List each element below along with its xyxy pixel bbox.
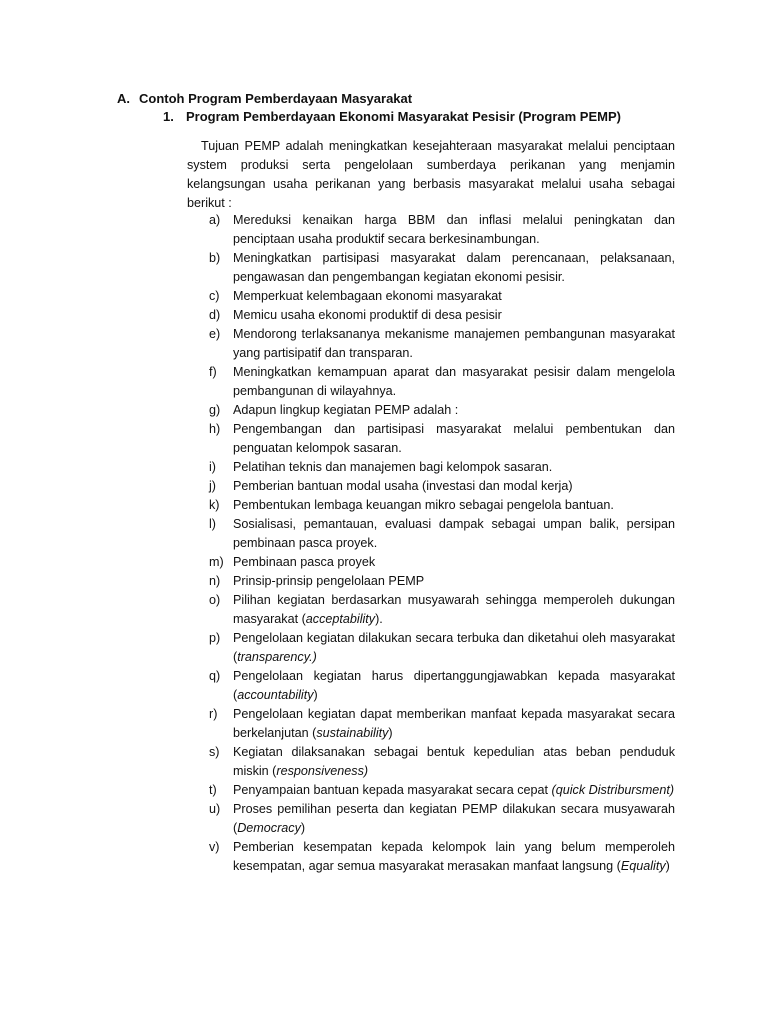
item-list (187, 211, 675, 876)
list-item (187, 401, 675, 420)
list-item-text (233, 496, 675, 515)
list-item-text (233, 781, 675, 800)
list-item-body: Meningkatkan kemampuan aparat dan masyarakat pesisir dalam mengelola pembangunan di wilayahnya. (233, 365, 675, 398)
list-item (187, 572, 675, 591)
list-item-text (233, 458, 675, 477)
list-item-emphasis: Equality (620, 859, 666, 873)
list-item-label: c) (209, 289, 220, 303)
list-item-label: a) (209, 213, 221, 227)
list-item-body: Pelatihan teknis dan manajemen bagi kelompok sasaran. (233, 460, 553, 474)
list-item (187, 211, 675, 249)
list-item-suffix: ) (665, 859, 670, 873)
list-item-label: k) (209, 498, 220, 512)
list-item (187, 363, 675, 401)
list-item-label: d) (209, 308, 221, 322)
list-item-body: Proses pemilihan peserta dan kegiatan PEMP dilakukan secara musyawarah ( (233, 802, 675, 835)
list-item-suffix: ) (388, 726, 393, 740)
list-item-body: Mereduksi kenaikan harga BBM dan inflasi melalui peningkatan dan penciptaan usaha produktif secara berkesinambungan. (233, 213, 675, 246)
list-item (187, 515, 675, 553)
list-item-body: Kegiatan dilaksanakan sebagai bentuk kepedulian atas beban penduduk miskin ( (233, 745, 675, 778)
subsection-number: 1. (163, 109, 174, 124)
list-item-text (233, 211, 675, 249)
list-item (187, 781, 675, 800)
list-item-body: Memicu usaha ekonomi produktif di desa pesisir (233, 308, 502, 322)
list-item (187, 287, 675, 306)
list-item-text (233, 553, 675, 572)
list-item-text (233, 325, 675, 363)
list-item-label: h) (209, 422, 221, 436)
list-item-body: Pemberian bantuan modal usaha (investasi dan modal kerja) (233, 479, 573, 493)
list-item-text (233, 249, 675, 287)
list-item-emphasis: (quick Distribursment) (551, 783, 675, 797)
list-item-body: Pengembangan dan partisipasi masyarakat melalui pembentukan dan penguatan kelompok sasaran. (233, 422, 675, 455)
section-number: A. (117, 91, 130, 106)
list-item-label: f) (209, 365, 217, 379)
list-item-label: g) (209, 403, 221, 417)
section-title: Contoh Program Pemberdayaan Masyarakat (139, 91, 413, 106)
list-item-emphasis: Democracy (237, 821, 301, 835)
list-item-label: l) (209, 517, 216, 531)
list-item-text (233, 306, 675, 325)
list-item-label: t) (209, 783, 217, 797)
list-item-label: n) (209, 574, 221, 588)
list-item-body: Mendorong terlaksananya mekanisme manajemen pembangunan masyarakat yang partisipatif dan transparan. (233, 327, 675, 360)
subsection-heading (163, 107, 621, 126)
list-item (187, 629, 675, 667)
list-item (187, 800, 675, 838)
list-item-text (233, 800, 675, 838)
list-item-body: Sosialisasi, pemantauan, evaluasi dampak sebagai umpan balik, persipan pembinaan pasca proyek. (233, 517, 675, 550)
list-item-text (233, 705, 675, 743)
list-item-body: Prinsip-prinsip pengelolaan PEMP (233, 574, 425, 588)
list-item (187, 553, 675, 572)
list-item (187, 743, 675, 781)
list-item (187, 325, 675, 363)
list-item-label: p) (209, 631, 221, 645)
list-item-text (233, 287, 675, 306)
list-item-emphasis: sustainability (316, 726, 389, 740)
list-item-text (233, 667, 675, 705)
list-item-text (233, 363, 675, 401)
list-item-body: Adapun lingkup kegiatan PEMP adalah : (233, 403, 459, 417)
list-item-body: Pembinaan pasca proyek (233, 555, 376, 569)
list-item-suffix: ). (375, 612, 383, 626)
list-item-body: Memperkuat kelembagaan ekonomi masyarakat (233, 289, 502, 303)
list-item-text (233, 591, 675, 629)
list-item-emphasis: acceptability (305, 612, 376, 626)
list-item (187, 838, 675, 876)
list-item (187, 420, 675, 458)
list-item-label: u) (209, 802, 221, 816)
list-item-emphasis: responsiveness) (276, 764, 369, 778)
list-item-label: m) (209, 555, 224, 569)
list-item-suffix: ) (300, 821, 306, 835)
intro-text: Tujuan PEMP adalah meningkatkan kesejahteraan masyarakat melalui penciptaan system produksi serta pengelolaan sumberdaya perikanan yang menjamin kelangsungan usaha perikanan yang berbasis masyarakat melalui usaha sebagai berikut : (187, 139, 675, 210)
list-item (187, 667, 675, 705)
list-item (187, 496, 675, 515)
list-item-label: q) (209, 669, 221, 683)
list-item-text (233, 515, 675, 553)
list-item-emphasis: accountability (237, 688, 314, 702)
list-item (187, 705, 675, 743)
intro-paragraph (187, 137, 675, 213)
list-item-text (233, 629, 675, 667)
list-item (187, 306, 675, 325)
list-item-suffix: ) (313, 688, 318, 702)
list-item-emphasis: transparency.) (237, 650, 317, 664)
list-item-body: Meningkatkan partisipasi masyarakat dalam perencanaan, pelaksanaan, pengawasan dan pengembangan kegiatan ekonomi pesisir. (233, 251, 675, 284)
list-item-body: Penyampaian bantuan kepada masyarakat secara cepat (233, 783, 552, 797)
subsection-title: Program Pemberdayaan Ekonomi Masyarakat Pesisir (Program PEMP) (186, 109, 621, 124)
list-item (187, 591, 675, 629)
list-item-label: s) (209, 745, 220, 759)
list-item-text (233, 838, 675, 876)
list-item-body: Pemberian kesempatan kepada kelompok lain yang belum memperoleh kesempatan, agar semua masyarakat merasakan manfaat langsung ( (233, 840, 675, 873)
list-item-label: i) (209, 460, 216, 474)
list-item-label: b) (209, 251, 221, 265)
list-item (187, 477, 675, 496)
list-item-text (233, 420, 675, 458)
list-item (187, 458, 675, 477)
list-item-body: Pengelolaan kegiatan dilakukan secara terbuka dan diketahui oleh masyarakat ( (233, 631, 675, 664)
list-item-label: r) (209, 707, 218, 721)
section-heading (117, 89, 412, 108)
list-item-text (233, 477, 675, 496)
list-item-text (233, 743, 675, 781)
list-item-body: Pengelolaan kegiatan dapat memberikan manfaat kepada masyarakat secara berkelanjutan ( (233, 707, 675, 740)
list-item-body: Pembentukan lembaga keuangan mikro sebagai pengelola bantuan. (233, 498, 614, 512)
list-item-text (233, 401, 675, 420)
list-item-body: Pilihan kegiatan berdasarkan musyawarah sehingga memperoleh dukungan masyarakat ( (233, 593, 675, 626)
list-item-label: j) (209, 479, 216, 493)
list-item-label: v) (209, 840, 220, 854)
list-item-text (233, 572, 675, 591)
list-item-label: e) (209, 327, 221, 341)
list-item-label: o) (209, 593, 221, 607)
list-item (187, 249, 675, 287)
list-item-body: Pengelolaan kegiatan harus dipertanggungjawabkan kepada masyarakat ( (233, 669, 675, 702)
